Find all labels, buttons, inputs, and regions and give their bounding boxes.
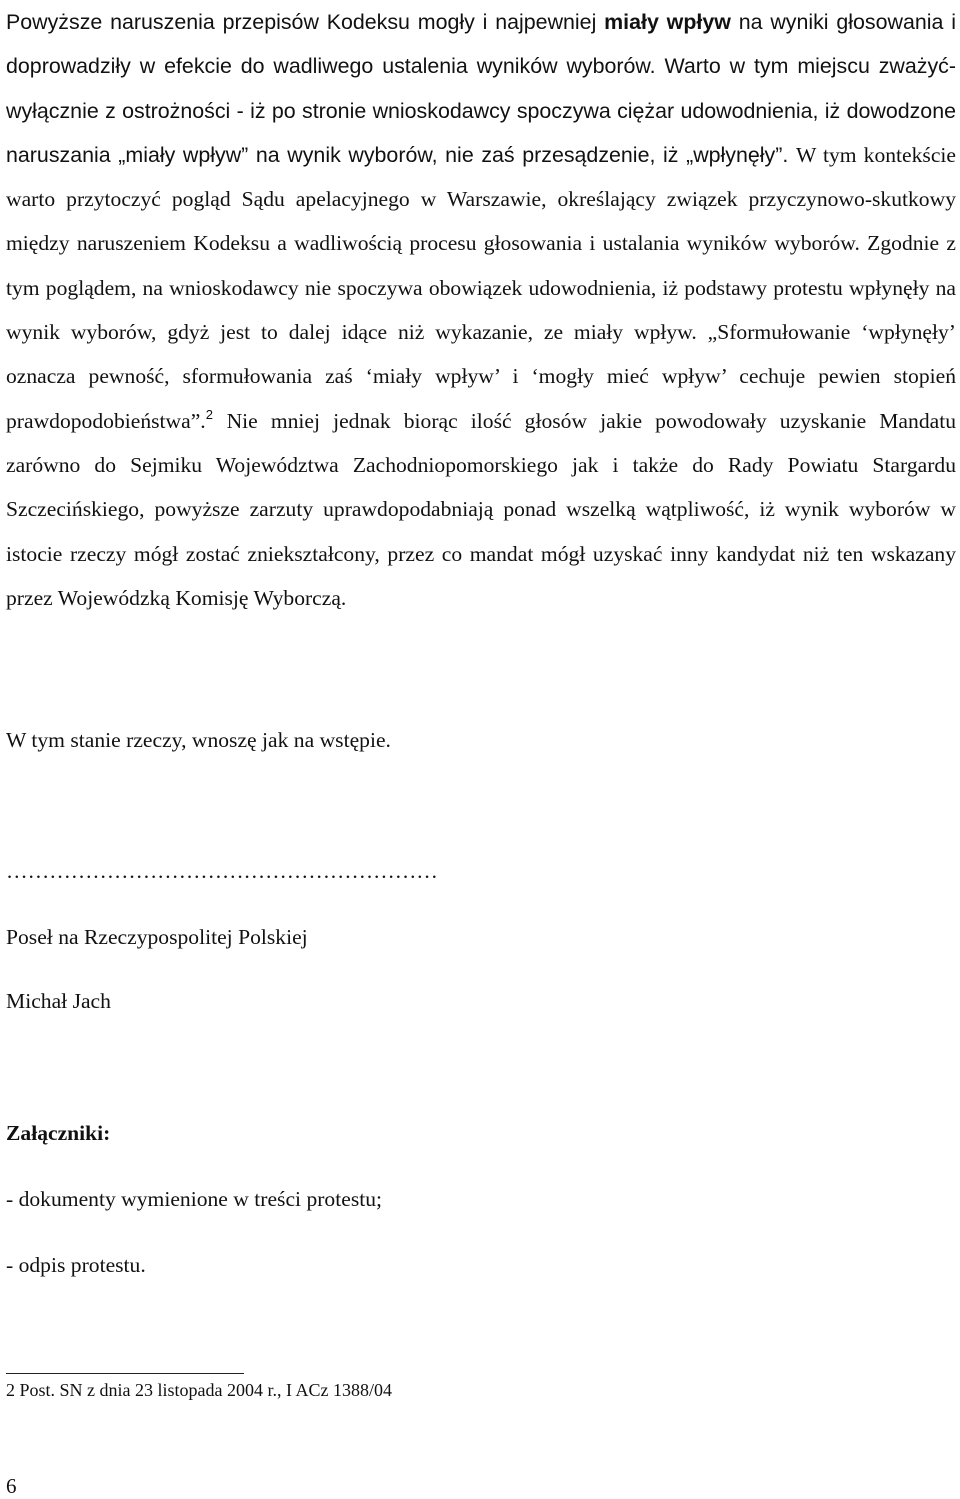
footnote-text: 2 Post. SN z dnia 23 listopada 2004 r., I ACz 1388/04 [6, 1380, 392, 1400]
signature-dotted-line: …………………………………………………… [6, 859, 438, 883]
body-paragraph [6, 0, 956, 620]
footnote-separator [6, 1373, 244, 1374]
attachment-item: - odpis protestu. [6, 1253, 146, 1277]
attachments-heading: Załączniki: [6, 1121, 111, 1145]
attachment-item: - dokumenty wymienione w treści protestu; [6, 1187, 383, 1211]
closing-statement: W tym stanie rzeczy, wnoszę jak na wstępie. [6, 728, 391, 752]
body-sentence-2: W tym kontekście warto przytoczyć pogląd Sądu apelacyjnego w Warszawie, określający związek przyczynowo-skutkowy między naruszeniem Kodeksu a wadliwością procesu głosowania i ustalania wyników wyborów. Zgodnie z tym poglądem, na wnioskodawcy nie spoczywa obowiązek udowodnienia, iż podstawy protestu wpłynęły na wynik wyborów, gdyż jest to dalej idące niż wykazanie, ze miały wpływ. „Sformułowanie ‘wpłynęły’ oznacza pewność, sformułowania zaś ‘miały wpływ’ i ‘mogły mieć wpływ’ cechuje pewien stopień prawdopodobieństwa”. [6, 142, 956, 433]
signature-name: Michał Jach [6, 989, 111, 1013]
body-sentence-3: Nie mniej jednak biorąc ilość głosów jakie powodowały uzyskanie Mandatu zarówno do Sejmiku Województwa Zachodniopomorskiego jak i także do Rady Powiatu Stargardu Szczecińskiego, powyższe zarzuty uprawdopodabniają ponad wszelką wątpliwość, iż wynik wyborów w istocie rzeczy mógł zostać zniekształcony, przez co mandat mógł uzyskać inny kandydat niż ten wskazany przez Wojewódzką Komisję Wyborczą. [6, 408, 956, 610]
body-sentence-1a: Powyższe naruszenia przepisów Kodeksu mogły i najpewniej [6, 10, 597, 34]
body-sentence-1b: na wyniki głosowania i doprowadziły w efekcie do wadliwego ustalenia wyników wyborów. Warto w tym miejscu zważyć- wyłącznie z ostrożności - iż po stronie wnioskodawcy spoczywa ciężar udowodnienia, iż dowodzone naruszania „miały wpływ” na wynik wyborów, nie zaś przesądzenie, iż „wpłynęły”. [6, 10, 956, 167]
signature-title: Poseł na Rzeczypospolitej Polskiej [6, 925, 308, 949]
emphasis-text: miały wpływ [604, 10, 731, 34]
footnote-reference[interactable]: 2 [205, 406, 213, 422]
page-number: 6 [6, 1474, 17, 1498]
